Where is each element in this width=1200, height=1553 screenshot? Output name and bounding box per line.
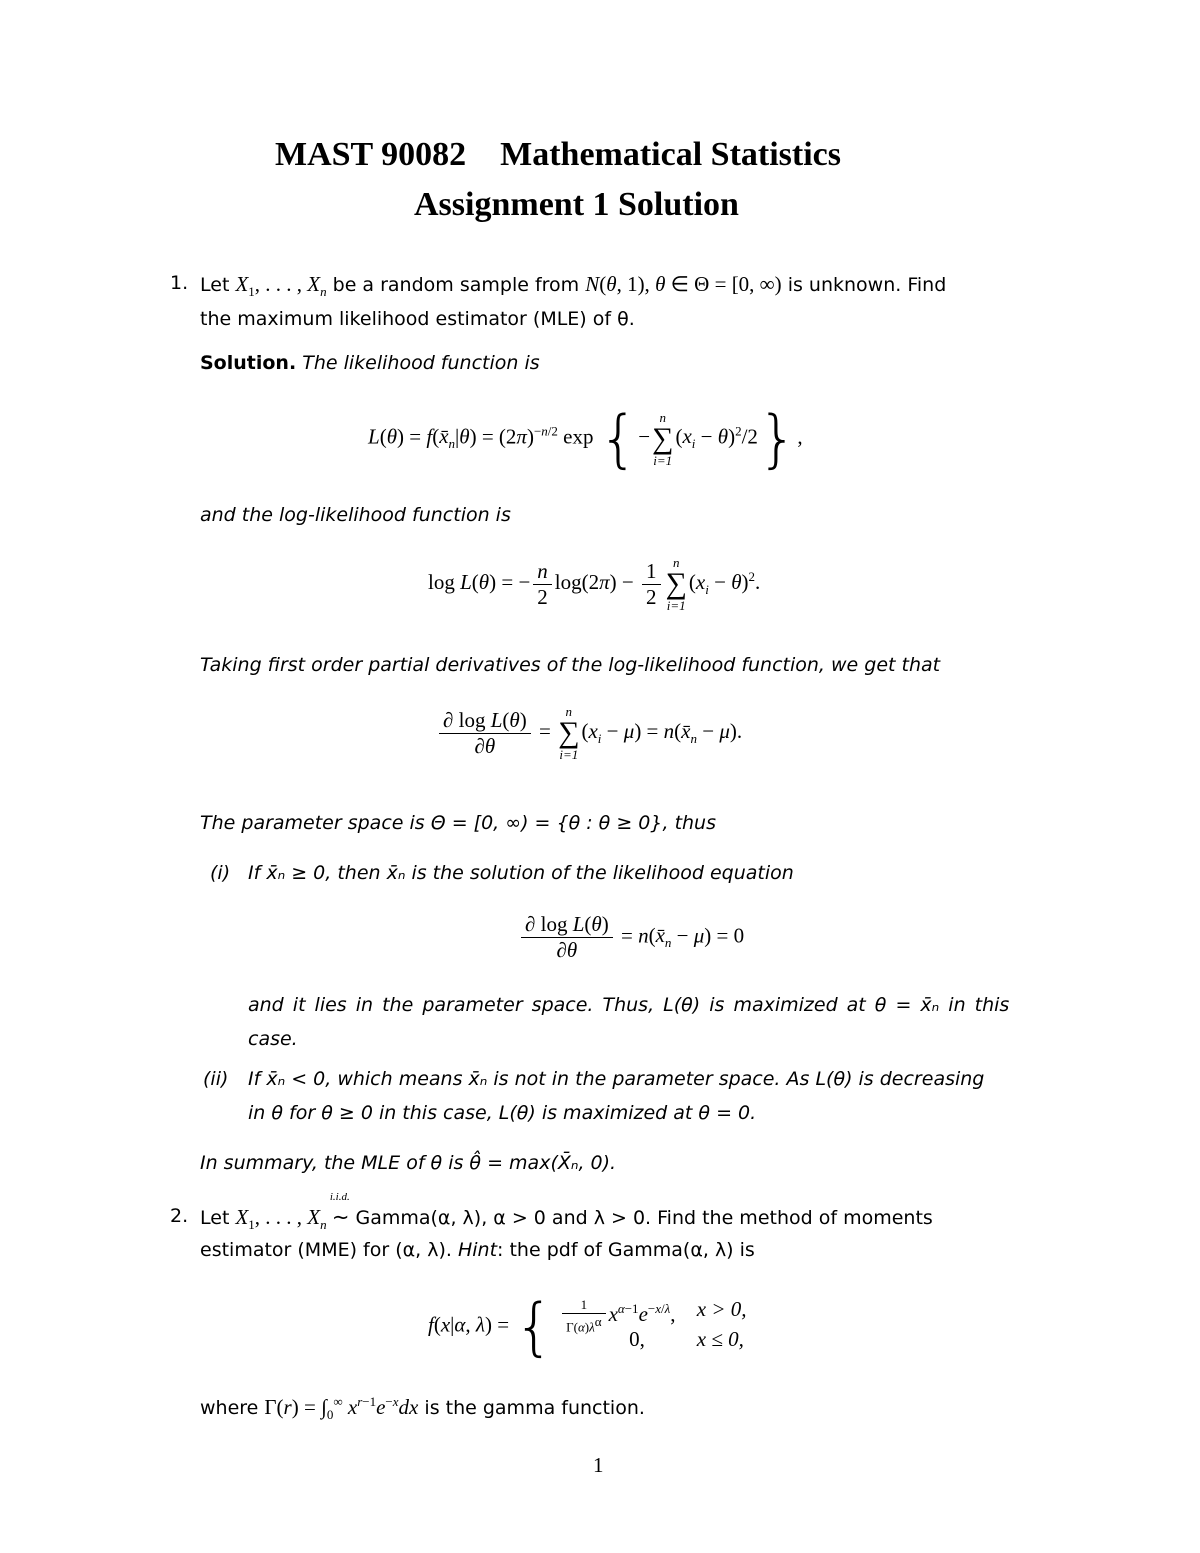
q1-prompt-line1: Let $X_1$, . . . , $X_n$ be a random sample from N(θ, 1), θ ∈ Θ = [0, ∞) is unknown. Find [200, 272, 947, 300]
parameter-space: The parameter space is Θ = [0, ∞) = {θ : θ ≥ 0}, thus [200, 812, 716, 834]
hint-label: Hint [457, 1239, 498, 1261]
page-number: 1 [593, 1453, 604, 1477]
course-code: MAST 90082 [275, 136, 467, 173]
case-ii-text2: in θ for θ ≥ 0 in this case, L(θ) is maximized at θ = 0. [248, 1102, 757, 1124]
case-i-text: If x̄ₙ ≥ 0, then x̄ₙ is the solution of the likelihood equation [248, 862, 794, 884]
case-i-cont1: and it lies in the parameter space. Thus, L(θ) is maximized at θ = x̄ₙ in this [248, 994, 1010, 1016]
q1-number: 1. [170, 272, 189, 294]
course-title [275, 136, 841, 174]
gamma-function-def: where $\Gamma(r) = \int_0^\infty$ $x^{r-1}e^{-x}dx$ is the gamma function. [200, 1394, 645, 1423]
case-ii-text1: If x̄ₙ < 0, which means x̄ₙ is not in the parameter space. As L(θ) is decreasing [248, 1068, 985, 1090]
likelihood-equation-zero: $\frac{\text{∂ log L(θ)}}{\partial\theta}$ = $n(x̄_n - \mu) = 0$ [518, 912, 744, 963]
course-name: Mathematical Statistics [500, 136, 841, 173]
derivative-intro: Taking first order partial derivatives of the log-likelihood function, we get that [200, 654, 941, 676]
q2-prompt-line2: estimator (MME) for (α, λ). Hint: the pdf of Gamma(α, λ) is [200, 1239, 755, 1261]
case-i-label: (i) [210, 862, 231, 884]
q1-prompt-line2: the maximum likelihood estimator (MLE) of θ. [200, 308, 635, 330]
loglikelihood-equation: log L(θ) = − $\frac{n}{2}$ log(2π) − $\frac{1}{2}$ n ∑ i=1 $(x_i - \theta)^2$. [428, 555, 761, 613]
mle-summary: In summary, the MLE of θ is θ̂ = max(X̄ₙ, 0). [200, 1152, 617, 1174]
solution-label: Solution. [200, 352, 297, 374]
case-ii-label: (ii) [203, 1068, 229, 1090]
case-i-cont2: case. [248, 1028, 298, 1050]
derivative-equation: $\frac{\text{∂ log L(θ)}}{\partial\theta}$ = n ∑ i=1 $(x_i - \mu)$ = $n(x̄_n - \mu)$. [436, 705, 742, 761]
q1-solution-intro: Solution. The likelihood function is [200, 352, 540, 374]
loglik-intro: and the log-likelihood function is [200, 504, 511, 526]
likelihood-equation: $L(\theta) = f(x̄_n|\theta) = (2\pi)^{-n/2}$ exp {− n ∑ i=1 $(x_i - \theta)^2/2$}, [368, 402, 803, 475]
q2-prompt-line1: Let $X_1$, . . . , $X_n$ i.i.d. ∼ Gamma(α, λ), α > 0 and λ > 0. Find the method of moments [200, 1191, 933, 1233]
gamma-pdf: f(x|α, λ) = { $\frac{1}{\Gamma(\alpha)\lambda^\alpha}$ $x^{\alpha-1}e^{-x/\lambda}$, 0, x > 0, x ≤ 0, [428, 1290, 747, 1363]
q2-number: 2. [170, 1205, 189, 1227]
assignment-subtitle: Assignment 1 Solution [414, 186, 739, 223]
